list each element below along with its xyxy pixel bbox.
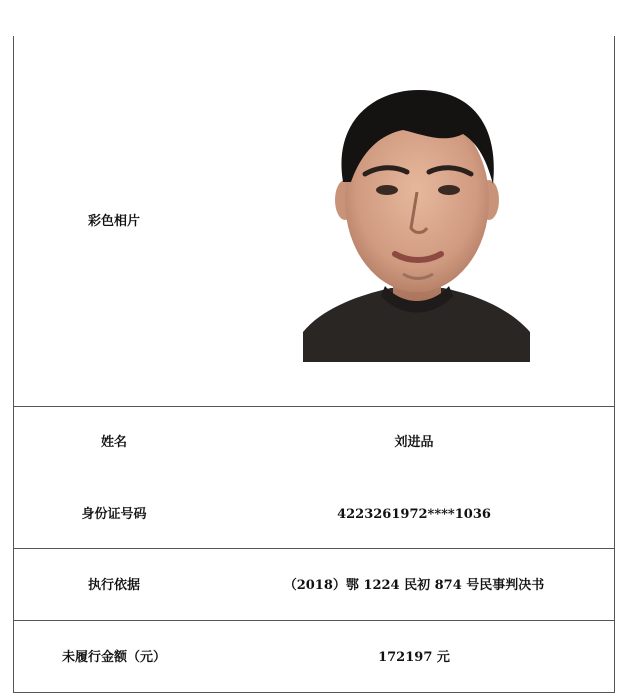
- row-divider-id: [13, 548, 615, 549]
- name-value: 刘进品: [394, 435, 434, 450]
- basis-label: 执行依据: [87, 578, 140, 593]
- table-bottom-border: [13, 692, 615, 693]
- id-number-value: 4223261972****1036: [337, 507, 491, 522]
- basis-value: （2018）鄂 1224 民初 874 号民事判决书: [283, 578, 545, 593]
- name-label: 姓名: [100, 435, 127, 450]
- id-number-label: 身份证号码: [81, 507, 147, 522]
- amount-label: 未履行金额（元）: [61, 650, 166, 665]
- portrait-photo: [303, 82, 530, 362]
- row-divider-photo: [13, 406, 615, 407]
- photo-label: 彩色相片: [87, 214, 140, 229]
- table-right-border: [614, 36, 615, 692]
- portrait-icon: [303, 82, 530, 362]
- row-divider-basis: [13, 620, 615, 621]
- amount-value: 172197 元: [378, 650, 450, 665]
